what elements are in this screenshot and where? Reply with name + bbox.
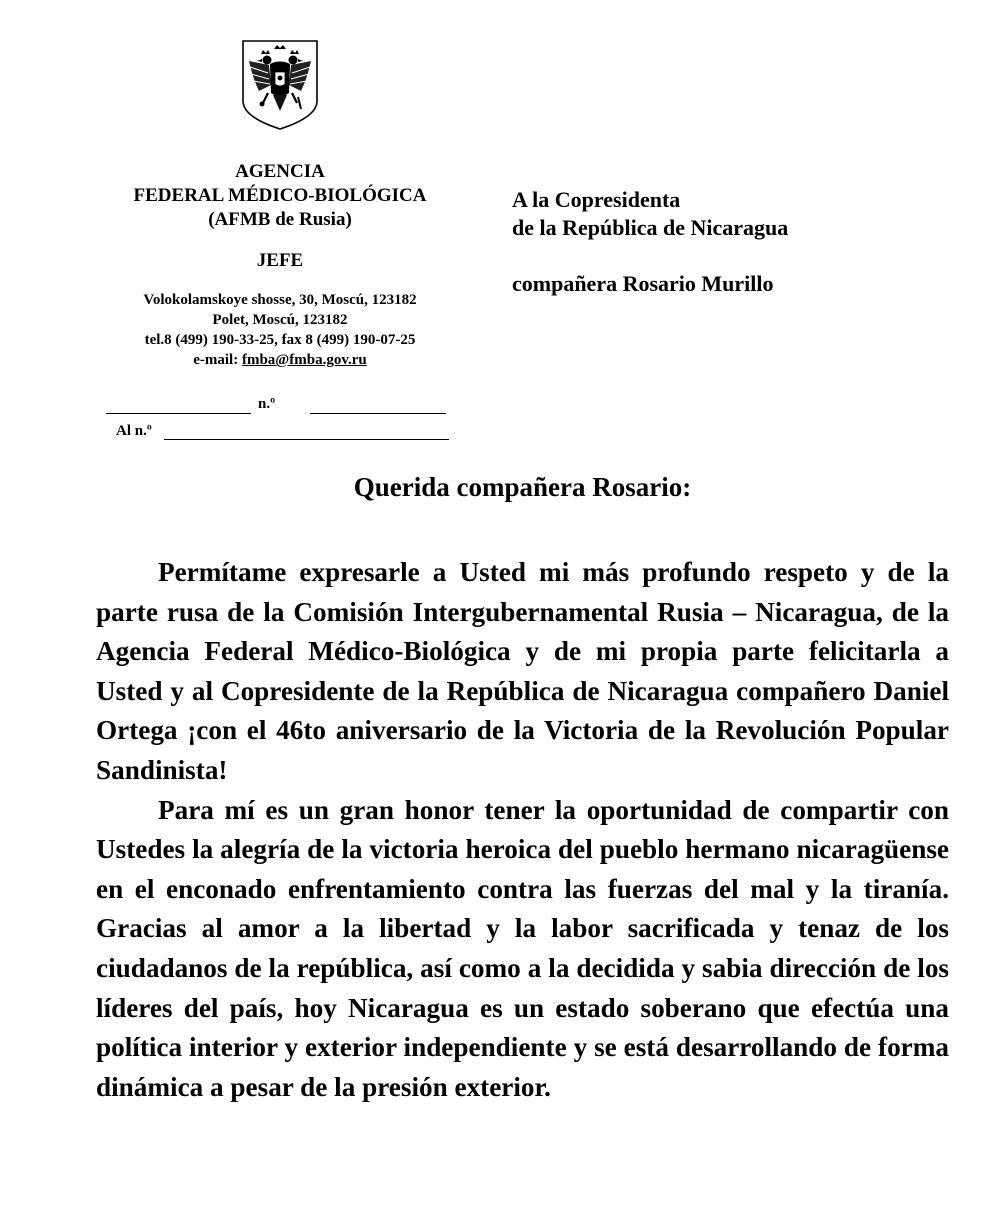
date-blank-line [106, 413, 251, 414]
recipient-line1: A la Copresidenta [512, 187, 681, 212]
address-line1: Volokolamskoye shosse, 30, Moscú, 123182 [143, 292, 417, 308]
reference-label: Al n.º [116, 423, 152, 439]
position-title: JEFE [256, 250, 304, 271]
number-label: n.º [258, 396, 276, 412]
body-paragraph-2: Para mí es un gran honor tener la oportunidad de compartir con Ustedes la alegría de la victoria heroica del pueblo hermano nicaragüense en el enconado enfrentamiento contra las fuerzas del mal y la tiranía. Gracias al amor a la libertad y la labor sacrificada y tenaz de los ciudadanos de la república, así como a la decidida y sabia dirección de los líderes del país, hoy Nicaragua es un estado soberano que efectúa una política interior y exterior independiente y se está desarrollando de forma dinámica a pesar de la presión exterior. [96, 794, 949, 1102]
letterhead [100, 160, 460, 370]
russian-coat-of-arms-icon [241, 39, 319, 131]
phone-fax: tel.8 (499) 190-33-25, fax 8 (499) 190-07-25 [144, 332, 416, 348]
recipient-block [512, 186, 932, 298]
number-blank-line [310, 413, 446, 414]
recipient-name: compañera Rosario Murillo [512, 271, 774, 296]
agency-name-line1: AGENCIA [235, 161, 325, 182]
email-link[interactable]: fmba@fmba.gov.ru [241, 352, 367, 368]
recipient-line2: de la República de Nicaragua [512, 215, 789, 240]
salutation: Querida compañera Rosario: [353, 472, 692, 502]
contact-block [100, 290, 460, 370]
letter-body [96, 553, 949, 1107]
email-label: e-mail: [193, 352, 242, 368]
body-paragraph-1: Permítame expresarle a Usted mi más profundo respeto y de la parte rusa de la Comisión Intergubernamental Rusia – Nicaragua, de la Agencia Federal Médico-Biológica y de mi propia parte felicitarla a Usted y al Copresidente de la República de Nicaragua compañero Daniel Ortega ¡con el 46to aniversario de la Victoria de la Revolución Popular Sandinista! [96, 557, 949, 785]
address-line2: Polet, Moscú, 123182 [212, 312, 348, 328]
reference-blank-line [164, 439, 449, 440]
agency-abbreviation: (AFMB de Rusia) [208, 209, 352, 230]
agency-name-line2: FEDERAL MÉDICO-BIOLÓGICA [133, 185, 427, 206]
email-line [100, 350, 460, 370]
